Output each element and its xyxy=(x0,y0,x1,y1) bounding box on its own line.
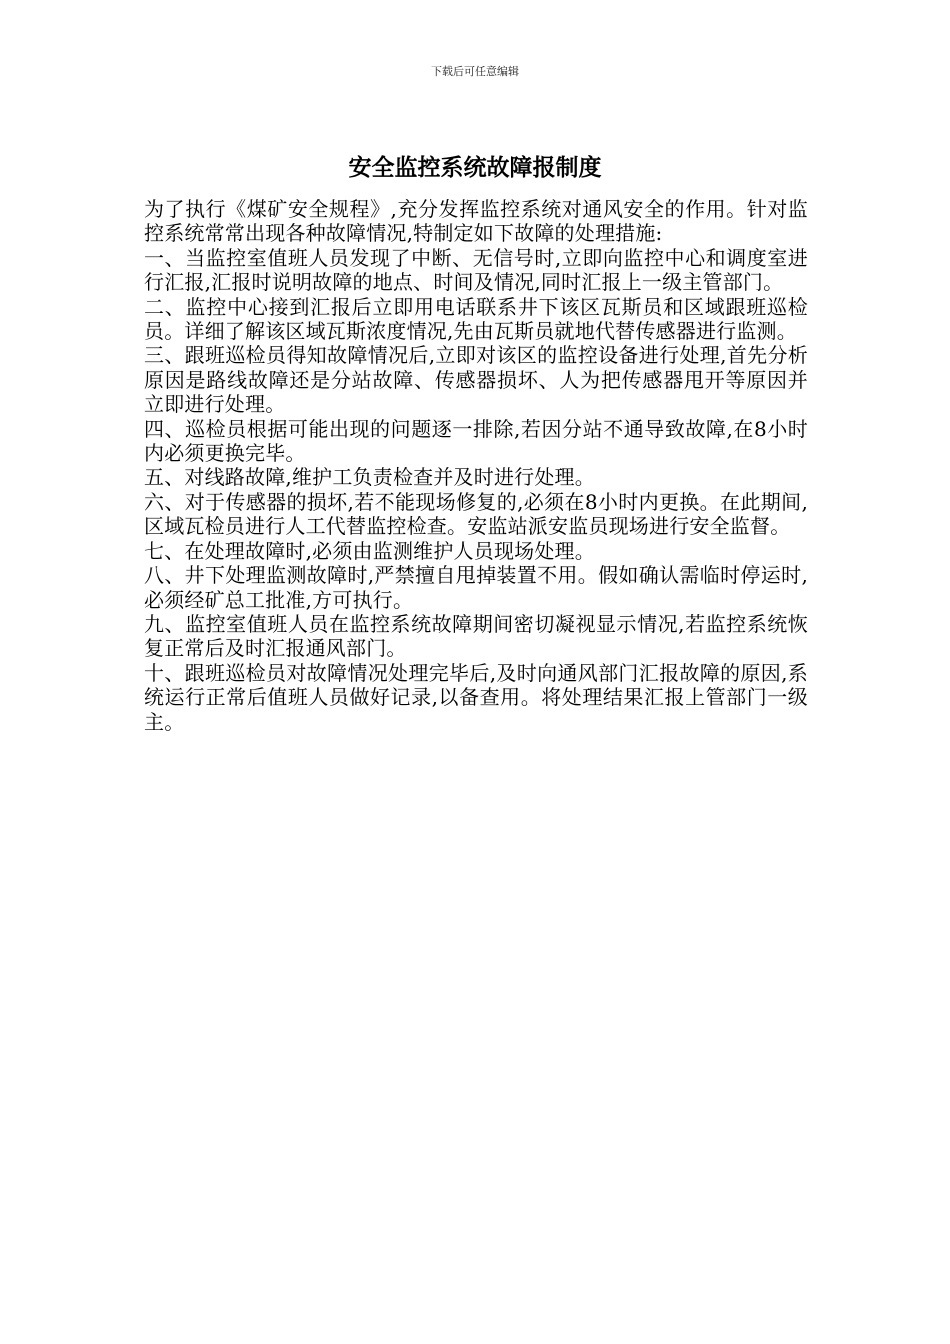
rule-paragraph-2: 二、监控中心接到汇报后立即用电话联系井下该区瓦斯员和区域跟班巡检员。详细了解该区域瓦斯浓度情况,先由瓦斯员就地代替传感器进行监测。 xyxy=(144,294,808,344)
rule-paragraph-10: 十、跟班巡检员对故障情况处理完毕后,及时向通风部门汇报故障的原因,系统运行正常后值班人员做好记录,以备查用。将处理结果汇报上管部门一级主。 xyxy=(144,660,808,734)
document-body xyxy=(144,197,808,734)
rule-paragraph-1: 一、当监控室值班人员发现了中断、无信号时,立即向监控中心和调度室进行汇报,汇报时说明故障的地点、时间及情况,同时汇报上一级主管部门。 xyxy=(144,245,808,295)
rule-paragraph-9: 九、监控室值班人员在监控系统故障期间密切凝视显示情况,若监控系统恢复正常后及时汇报通风部门。 xyxy=(144,611,808,661)
rule-paragraph-5: 五、对线路故障,维护工负责检查并及时进行处理。 xyxy=(144,465,595,490)
rule-paragraph-4: 四、巡检员根据可能出现的问题逐一排除,若因分站不通导致故障,在8小时内必须更换完毕。 xyxy=(144,416,808,466)
page-header-note: 下载后可任意编辑 xyxy=(431,65,519,78)
rule-paragraph-3: 三、跟班巡检员得知故障情况后,立即对该区的监控设备进行处理,首先分析原因是路线故障还是分站故障、传感器损坏、人为把传感器甩开等原因并立即进行处理。 xyxy=(144,343,808,417)
intro-paragraph: 为了执行《煤矿安全规程》,充分发挥监控系统对通风安全的作用。针对监控系统常常出现各种故障情况,特制定如下故障的处理措施: xyxy=(144,197,808,246)
rule-paragraph-8: 八、井下处理监测故障时,严禁擅自甩掉装置不用。假如确认需临时停运时,必须经矿总工批准,方可执行。 xyxy=(144,563,808,612)
document-title: 安全监控系统故障报制度 xyxy=(348,155,602,181)
rule-paragraph-7: 七、在处理故障时,必须由监测维护人员现场处理。 xyxy=(144,538,595,563)
rule-paragraph-6: 六、对于传感器的损坏,若不能现场修复的,必须在8小时内更换。在此期间,区域瓦检员进行人工代替监控检查。安监站派安监员现场进行安全监督。 xyxy=(144,489,808,539)
